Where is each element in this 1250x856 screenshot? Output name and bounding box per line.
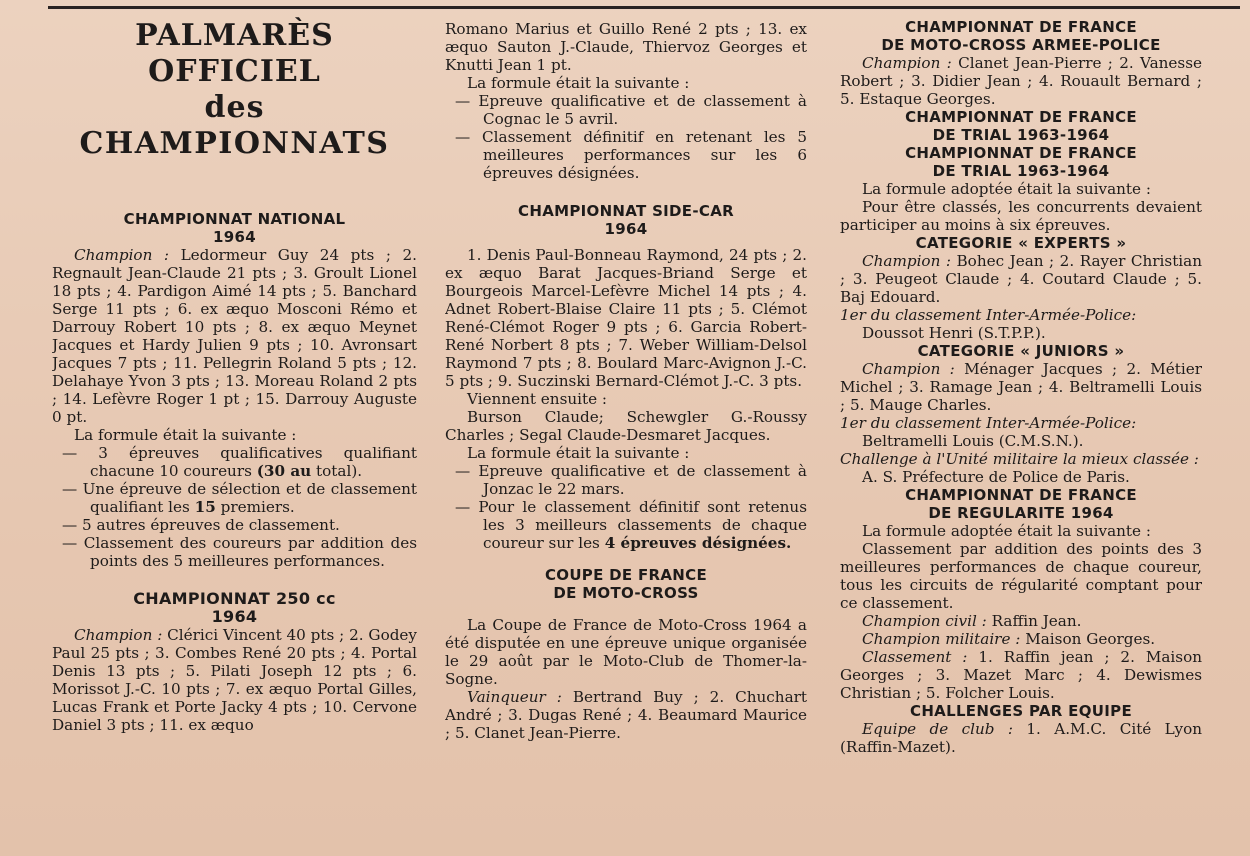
champion-civil: Champion civil : Raffin Jean. — [862, 612, 1082, 630]
experts-inter: Doussot Henri (S.T.P.P.). — [862, 324, 1046, 342]
rule-item: — Une épreuve de sélection et de classement qualifiant les 15 premiers. — [62, 480, 417, 516]
rule-item: — Epreuve qualificative et de classement à Jonzac le 22 mars. — [455, 462, 807, 498]
rule-item: — Epreuve qualificative et de classement à Cognac le 5 avril. — [455, 92, 807, 128]
juniors-inter-label: 1er du classement Inter-Armée-Police: — [840, 414, 1137, 432]
column-3 — [840, 18, 1202, 856]
challenge-label: Challenge à l'Unité militaire la mieux classée : — [840, 450, 1199, 468]
club-team: Equipe de club : 1. A.M.C. Cité Lyon (Raffin-Mazet). — [840, 720, 1202, 756]
main-title — [52, 18, 417, 162]
armee-results: Champion : Clanet Jean-Pierre ; 2. Vanesse Robert ; 3. Didier Jean ; 4. Rouault Bernard ; 5. Estaque Georges. — [840, 54, 1202, 108]
column-2 — [445, 20, 807, 856]
section-heading-trial: CHAMPIONNAT DE FRANCE DE TRIAL 1963-1964 CHAMPIONNAT DE FRANCE DE TRIAL 1963-1964 — [905, 108, 1137, 180]
title-line: PALMARÈS — [135, 18, 334, 53]
juniors-results: Champion : Ménager Jacques ; 2. Métier Michel ; 3. Ramage Jean ; 4. Beltramelli Louis ; 5. Mauge Charles. — [840, 360, 1202, 414]
section-heading-challenges: CHALLENGES PAR EQUIPE — [910, 702, 1132, 720]
regularite-rule: Classement par addition des points des 3 meilleures performances de chaque coureur, tous les circuits de régularité comptant pour ce classement. — [840, 540, 1202, 612]
coupe-results: Vainqueur : Bertrand Buy ; 2. Chuchart André ; 3. Dugas René ; 4. Beaumard Maurice ; 5. Clanet Jean-Pierre. — [445, 688, 807, 742]
rule-item: — 3 épreuves qualificatives qualifiant chacune 10 coureurs (30 au total). — [62, 444, 417, 480]
trial-rule: Pour être classés, les concurrents devaient participer au moins à six épreuves. — [840, 198, 1202, 234]
section-heading-juniors: CATEGORIE « JUNIORS » — [917, 342, 1125, 360]
rule-item: — 5 autres épreuves de classement. — [62, 516, 340, 534]
section-heading-national: CHAMPIONNAT NATIONAL 1964 — [123, 210, 346, 246]
champion-militaire: Champion militaire : Maison Georges. — [862, 630, 1156, 648]
section-heading-regularite: CHAMPIONNAT DE FRANCE DE REGULARITE 1964 — [905, 486, 1137, 522]
formula-intro: La formule adoptée était la suivante : — [862, 522, 1151, 540]
sidecar-results: 1. Denis Paul-Bonneau Raymond, 24 pts ; 2. ex æquo Barat Jacques-Briand Serge et Bourgeois Marcel-Lefèvre Michel 14 pts ; 4. Adnet Robert-Blaise Claire 11 pts ; 5. Clémot René-Clémot Roger 9 pts ; 6. Garcia Robert-René Norbert 8 pts ; 7. Weber William-Delsol Raymond 7 pts ; 8. Boulard Marc-Avignon J.-C. 5 pts ; 9. Suczinski Bernard-Clémot J.-C. 3 pts. — [445, 246, 807, 390]
250cc-results: Champion : Clérici Vincent 40 pts ; 2. Godey Paul 25 pts ; 3. Combes René 20 pts ; 4. Portal Denis 13 pts ; 5. Pilati Joseph 12 pts ; 6. Morissot J.-C. 10 pts ; 7. ex æquo Portal Gilles, Lucas Frank et Porte Jacky 4 pts ; 10. Cervone Daniel 3 pts ; 11. ex æquo — [52, 626, 417, 734]
section-heading-experts: CATEGORIE « EXPERTS » — [915, 234, 1127, 252]
national-results: Champion : Ledormeur Guy 24 pts ; 2. Regnault Jean-Claude 21 pts ; 3. Groult Lionel 18 pts ; 4. Pardigon Aimé 14 pts ; 5. Banchard Serge 11 pts ; 6. ex æquo Mosconi Rémo et Darrouy Robert 10 pts ; 8. ex æquo Meynet Jacques et Hardy Julien 9 pts ; 10. Avronsart Jacques 7 pts ; 11. Pellegrin Roland 5 pts ; 12. Delahaye Yvon 3 pts ; 13. Moreau Roland 2 pts ; 14. Lefèvre Roger 1 pt ; 15. Darrouy Auguste 0 pt. — [52, 246, 417, 426]
sidecar-others: Burson Claude; Schewgler G.-Roussy Charles ; Segal Claude-Desmaret Jacques. — [445, 408, 807, 444]
rule-item: — Classement définitif en retenant les 5 meilleures performances sur les 6 épreuves désignées. — [455, 128, 807, 182]
formula-intro: La formule était la suivante : — [467, 74, 690, 92]
experts-results: Champion : Bohec Jean ; 2. Rayer Christian ; 3. Peugeot Claude ; 4. Coutard Claude ; 5. Baj Edouard. — [840, 252, 1202, 306]
section-heading-sidecar: CHAMPIONNAT SIDE-CAR 1964 — [518, 202, 734, 238]
top-rule — [48, 6, 1240, 9]
section-heading-coupe: COUPE DE FRANCE DE MOTO-CROSS — [544, 566, 708, 602]
experts-inter-label: 1er du classement Inter-Armée-Police: — [840, 306, 1137, 324]
column-1 — [52, 14, 417, 856]
250cc-results-continued: Romano Marius et Guillo René 2 pts ; 13. ex æquo Sauton J.-Claude, Thiervoz Georges et Knutti Jean 1 pt. — [445, 20, 807, 74]
rule-item: — Classement des coureurs par addition des points des 5 meilleures performances. — [62, 534, 417, 570]
juniors-inter: Beltramelli Louis (C.M.S.N.). — [862, 432, 1084, 450]
title-line: des — [204, 90, 265, 125]
title-line: OFFICIEL — [148, 54, 321, 89]
coupe-description: La Coupe de France de Moto-Cross 1964 a été disputée en une épreuve unique organisée le 29 août par le Moto-Club de Thomer-la-Sogne. — [445, 616, 807, 688]
formula-intro: La formule adoptée était la suivante : — [862, 180, 1151, 198]
section-heading-250cc: CHAMPIONNAT 250 cc 1964 — [133, 589, 336, 626]
title-line: CHAMPIONNATS — [79, 126, 390, 161]
sidecar-viennent: Viennent ensuite : — [467, 390, 608, 408]
rule-item: — Pour le classement définitif sont retenus les 3 meilleurs classements de chaque coureur sur les 4 épreuves désignées. — [455, 498, 807, 552]
challenge-winner: A. S. Préfecture de Police de Paris. — [862, 468, 1130, 486]
regularite-classement: Classement : 1. Raffin jean ; 2. Maison Georges ; 3. Mazet Marc ; 4. Dewismes Christian ; 5. Folcher Louis. — [840, 648, 1202, 702]
formula-intro: La formule était la suivante : — [467, 444, 690, 462]
formula-intro: La formule était la suivante : — [74, 426, 297, 444]
section-heading-armee-police: CHAMPIONNAT DE FRANCE DE MOTO-CROSS ARMEE-POLICE — [881, 18, 1161, 54]
